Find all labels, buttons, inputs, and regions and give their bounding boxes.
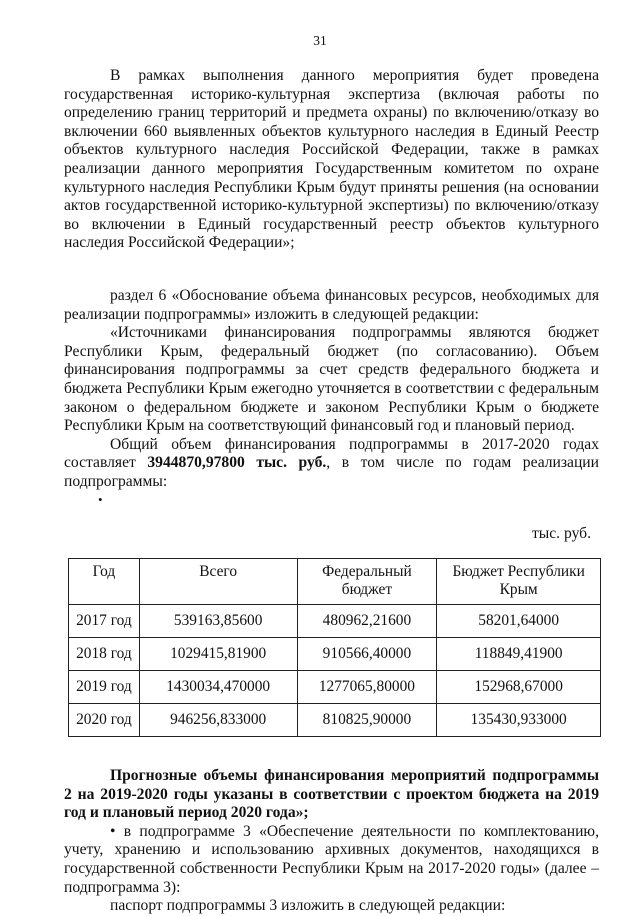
- table-cell-federal: 1277065,80000: [297, 671, 437, 704]
- paragraph-funding-sources: «Источниками финансирования подпрограммы являются бюджет Республики Крым, федеральный бюджет (по согласованию). Объем финансирования подпрограммы за счет средств федерального бюджета и бюджета Республики Крым ежегодно уточняется в соответствии с федеральным законом о федеральном бюджете и законом Республики Крым о бюджете Республики Крым на соответствующий финансовый год и плановый период.: [64, 324, 599, 435]
- table-cell-total: 1029415,81900: [139, 638, 297, 671]
- table-cell-federal: 480962,21600: [297, 605, 437, 638]
- unit-label: тыс. руб.: [531, 525, 591, 543]
- table-cell-regional: 135430,933000: [437, 704, 601, 737]
- paragraph-heritage-expertise: В рамках выполнения данного мероприятия будет проведена государственная историко-культурная экспертиза (включая работы по определению границ территорий и предмета охраны) по включению/отказу во включении 660 выявленных объектов культурного наследия в Единый Реестр объектов культурного наследия Российской Федерации, также в рамках реализации данного мероприятия Государственным комитетом по охране культурного наследия Республики Крым будут приняты решения (на основании актов государственной историко-культурной экспертизы) по включению/отказу во включении в Единый государственный реестр объектов культурного наследия Российской Федерации»;: [64, 67, 599, 252]
- table-cell-total: 946256,833000: [139, 704, 297, 737]
- total-funding-text-after: , в том числе по годам реализации подпрограммы:: [64, 454, 600, 490]
- table-cell-federal: 910566,40000: [297, 638, 437, 671]
- paragraph-section-6: раздел 6 «Обоснование объема финансовых ресурсов, необходимых для реализации подпрограммы» изложить в следующей редакции:: [64, 286, 599, 323]
- table-row: [69, 671, 601, 704]
- total-funding-amount: 3944870,97800 тыс. руб.: [147, 454, 327, 472]
- table-header-regional: Бюджет Республики Крым: [437, 559, 601, 605]
- table-header-total: Всего: [139, 559, 297, 605]
- table-cell-year: 2017 год: [69, 605, 140, 638]
- table-cell-year: 2020 год: [69, 704, 140, 737]
- table-row: [69, 605, 601, 638]
- table-cell-regional: 58201,64000: [437, 605, 601, 638]
- table-row: [69, 638, 601, 671]
- table-header-year: Год: [69, 559, 140, 605]
- total-funding-text-before: Общий объем финансирования подпрограммы в 2017-2020 годах составляет: [64, 435, 599, 472]
- document-body: [64, 67, 599, 916]
- paragraph-forecast-note: Прогнозные объемы финансирования мероприятий подпрограммы 2 на 2019-2020 годы указаны в соответствии с проектом бюджета на 2019 год и плановый период 2020 года»;: [64, 767, 599, 822]
- stray-mark: •: [98, 492, 103, 508]
- table-cell-federal: 810825,90000: [297, 704, 437, 737]
- table-cell-year: 2019 год: [69, 671, 140, 704]
- list-bullet-mark: •: [110, 822, 116, 840]
- funding-table: [68, 558, 601, 737]
- table-row: [69, 704, 601, 737]
- table-cell-total: 1430034,470000: [139, 671, 297, 704]
- paragraph-total-funding: [64, 436, 599, 492]
- subprogram-3-text: в подпрограмме 3 «Обеспечение деятельности по комплектованию, учету, хранению и использованию архивных документов, находящихся в государственной собственности Республики Крым на 2017-2020 годы» (далее – подпрограмма 3):: [64, 822, 599, 896]
- table-cell-year: 2018 год: [69, 638, 140, 671]
- table-cell-total: 539163,85600: [139, 605, 297, 638]
- page-number: 31: [313, 33, 327, 48]
- table-header-row: [69, 559, 601, 605]
- table-cell-regional: 152968,67000: [437, 671, 601, 704]
- paragraph-passport: паспорт подпрограммы 3 изложить в следующей редакции:: [110, 897, 506, 915]
- paragraph-subprogram-3: [64, 823, 599, 897]
- table-header-federal: Федеральный бюджет: [297, 559, 437, 605]
- table-cell-regional: 118849,41900: [437, 638, 601, 671]
